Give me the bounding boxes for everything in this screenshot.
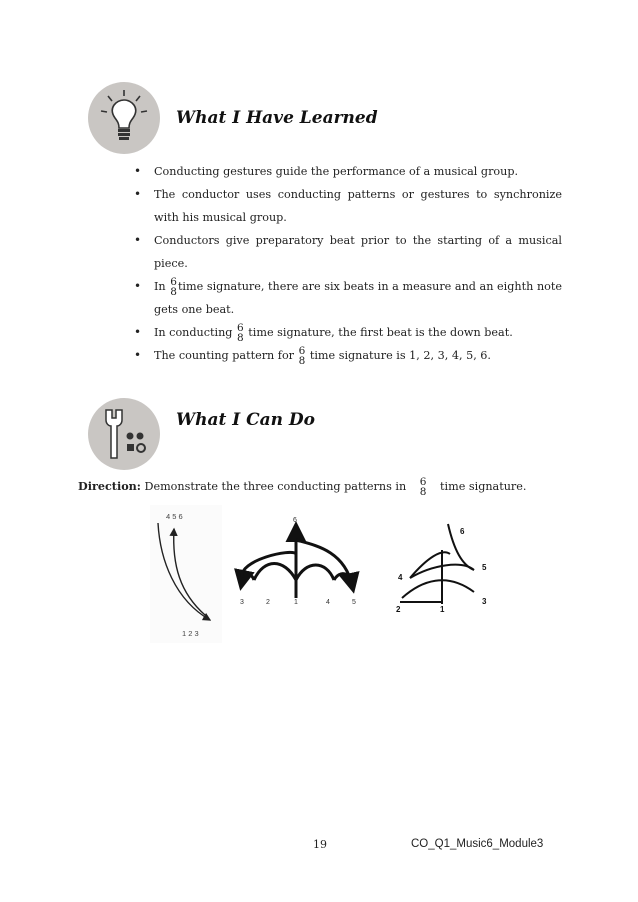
conducting-pattern-diagram-3 [392, 520, 500, 616]
list-item: • In conducting 6 8 time signature, the first beat is the down beat. [128, 321, 562, 344]
diagram-label: 4 [398, 573, 403, 582]
conducting-pattern-diagram-1 [150, 505, 222, 643]
section-title-learned: What I Have Learned [176, 108, 378, 128]
list-item: • The counting pattern for 6 8 time signature is 1, 2, 3, 4, 5, 6. [128, 344, 562, 367]
diagram-label: 1 2 3 [182, 629, 199, 638]
section-title-cando: What I Can Do [176, 410, 316, 430]
list-item: • Conductors give preparatory beat prior to the starting of a musical piece. [128, 229, 562, 275]
fraction-six-eight: 6 8 [237, 322, 244, 344]
diagram-label: 4 5 6 [166, 512, 183, 521]
diagram-label: 3 [240, 599, 244, 606]
fraction-six-eight: 6 8 [419, 476, 427, 498]
diagram-label: 1 [440, 605, 445, 614]
fraction-six-eight: 6 8 [298, 345, 306, 367]
diagram-label: 4 [326, 599, 330, 606]
diagram-label: 6 [293, 517, 297, 524]
conducting-pattern-diagram-2 [234, 510, 364, 610]
tools-icon-badge [88, 398, 160, 470]
diagram-label: 5 [482, 563, 487, 572]
diagram-label: 1 [294, 599, 298, 606]
list-item: • Conducting gestures guide the performance of a musical group. [128, 160, 562, 183]
lightbulb-icon [88, 82, 160, 154]
diagram-label: 5 [352, 599, 356, 606]
list-item: • In 6 8 time signature, there are six beats in a measure and an eighth note gets one beat. [128, 275, 562, 321]
wrench-icon [88, 398, 160, 470]
list-item: • The conductor uses conducting patterns or gestures to synchronize with his musical group. [128, 183, 562, 229]
diagram-label: 2 [266, 599, 270, 606]
learned-bullet-list [128, 160, 562, 367]
direction-text: Direction: Demonstrate the three conducting patterns in 6 8 time signature. [78, 476, 527, 498]
module-code: CO_Q1_Music6_Module3 [411, 838, 544, 850]
diagram-label: 3 [482, 597, 487, 606]
fraction-six-eight: 6 8 [170, 276, 177, 298]
page-number: 19 [313, 838, 327, 851]
lightbulb-icon-badge [88, 82, 160, 154]
diagram-label: 2 [396, 605, 401, 614]
diagram-label: 6 [460, 527, 465, 536]
